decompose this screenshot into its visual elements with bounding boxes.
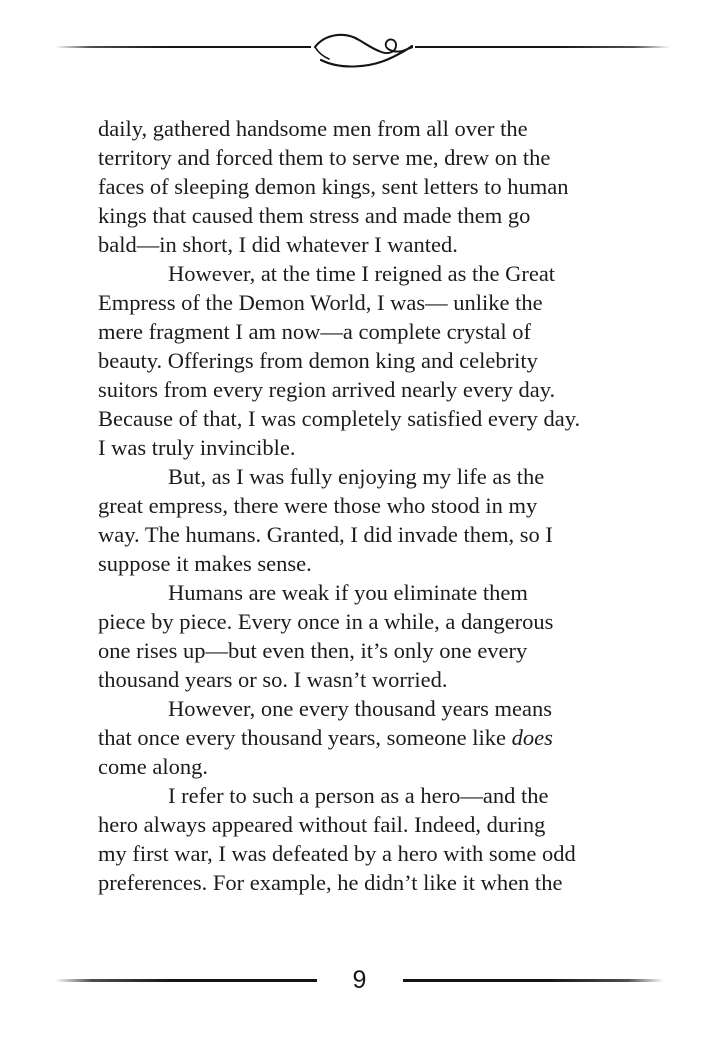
text-line: I was truly invincible. (98, 435, 296, 460)
text-line: come along. (98, 754, 208, 779)
text-line: territory and forced them to serve me, drew on the (98, 145, 551, 170)
text-line: great empress, there were those who stood in my (98, 493, 538, 518)
text-line: However, one every thousand years means (168, 696, 552, 721)
text-line: beauty. Offerings from demon king and celebrity (98, 348, 538, 373)
text-line: kings that caused them stress and made them go (98, 203, 531, 228)
top-rule-left (55, 46, 311, 49)
text-line: Because of that, I was completely satisfied every day. (98, 406, 581, 431)
text-line: my first war, I was defeated by a hero with some odd (98, 841, 576, 866)
calligraphic-flourish-icon (313, 30, 413, 70)
top-divider (55, 30, 670, 70)
top-rule-right (415, 46, 671, 49)
body-text (98, 114, 658, 897)
text-line: one rises up—but even then, it’s only one every (98, 638, 528, 663)
text-line: preferences. For example, he didn’t like it when the (98, 870, 563, 895)
footer-rule-left (55, 979, 317, 982)
text-line: hero always appeared without fail. Indeed, during (98, 812, 546, 837)
text-line: I refer to such a person as a hero—and the (168, 783, 549, 808)
footer (55, 966, 664, 998)
text-line: daily, gathered handsome men from all over the (98, 116, 528, 141)
text-line: But, as I was fully enjoying my life as the (168, 464, 545, 489)
text-line: bald—in short, I did whatever I wanted. (98, 232, 458, 257)
text-line: Humans are weak if you eliminate them (168, 580, 528, 605)
text-line: way. The humans. Granted, I did invade them, so I (98, 522, 553, 547)
footer-rule-right (403, 979, 665, 982)
text-line: suitors from every region arrived nearly every day. (98, 377, 556, 402)
text-line: thousand years or so. I wasn’t worried. (98, 667, 448, 692)
text-line: that once every thousand years, someone like does (98, 725, 553, 750)
text-line: piece by piece. Every once in a while, a dangerous (98, 609, 554, 634)
text-line: Empress of the Demon World, I was— unlike the (98, 290, 543, 315)
page-number: 9 (352, 966, 367, 994)
text-line: suppose it makes sense. (98, 551, 312, 576)
text-line: faces of sleeping demon kings, sent letters to human (98, 174, 569, 199)
text-line: However, at the time I reigned as the Great (168, 261, 556, 286)
text-line: mere fragment I am now—a complete crystal of (98, 319, 531, 344)
